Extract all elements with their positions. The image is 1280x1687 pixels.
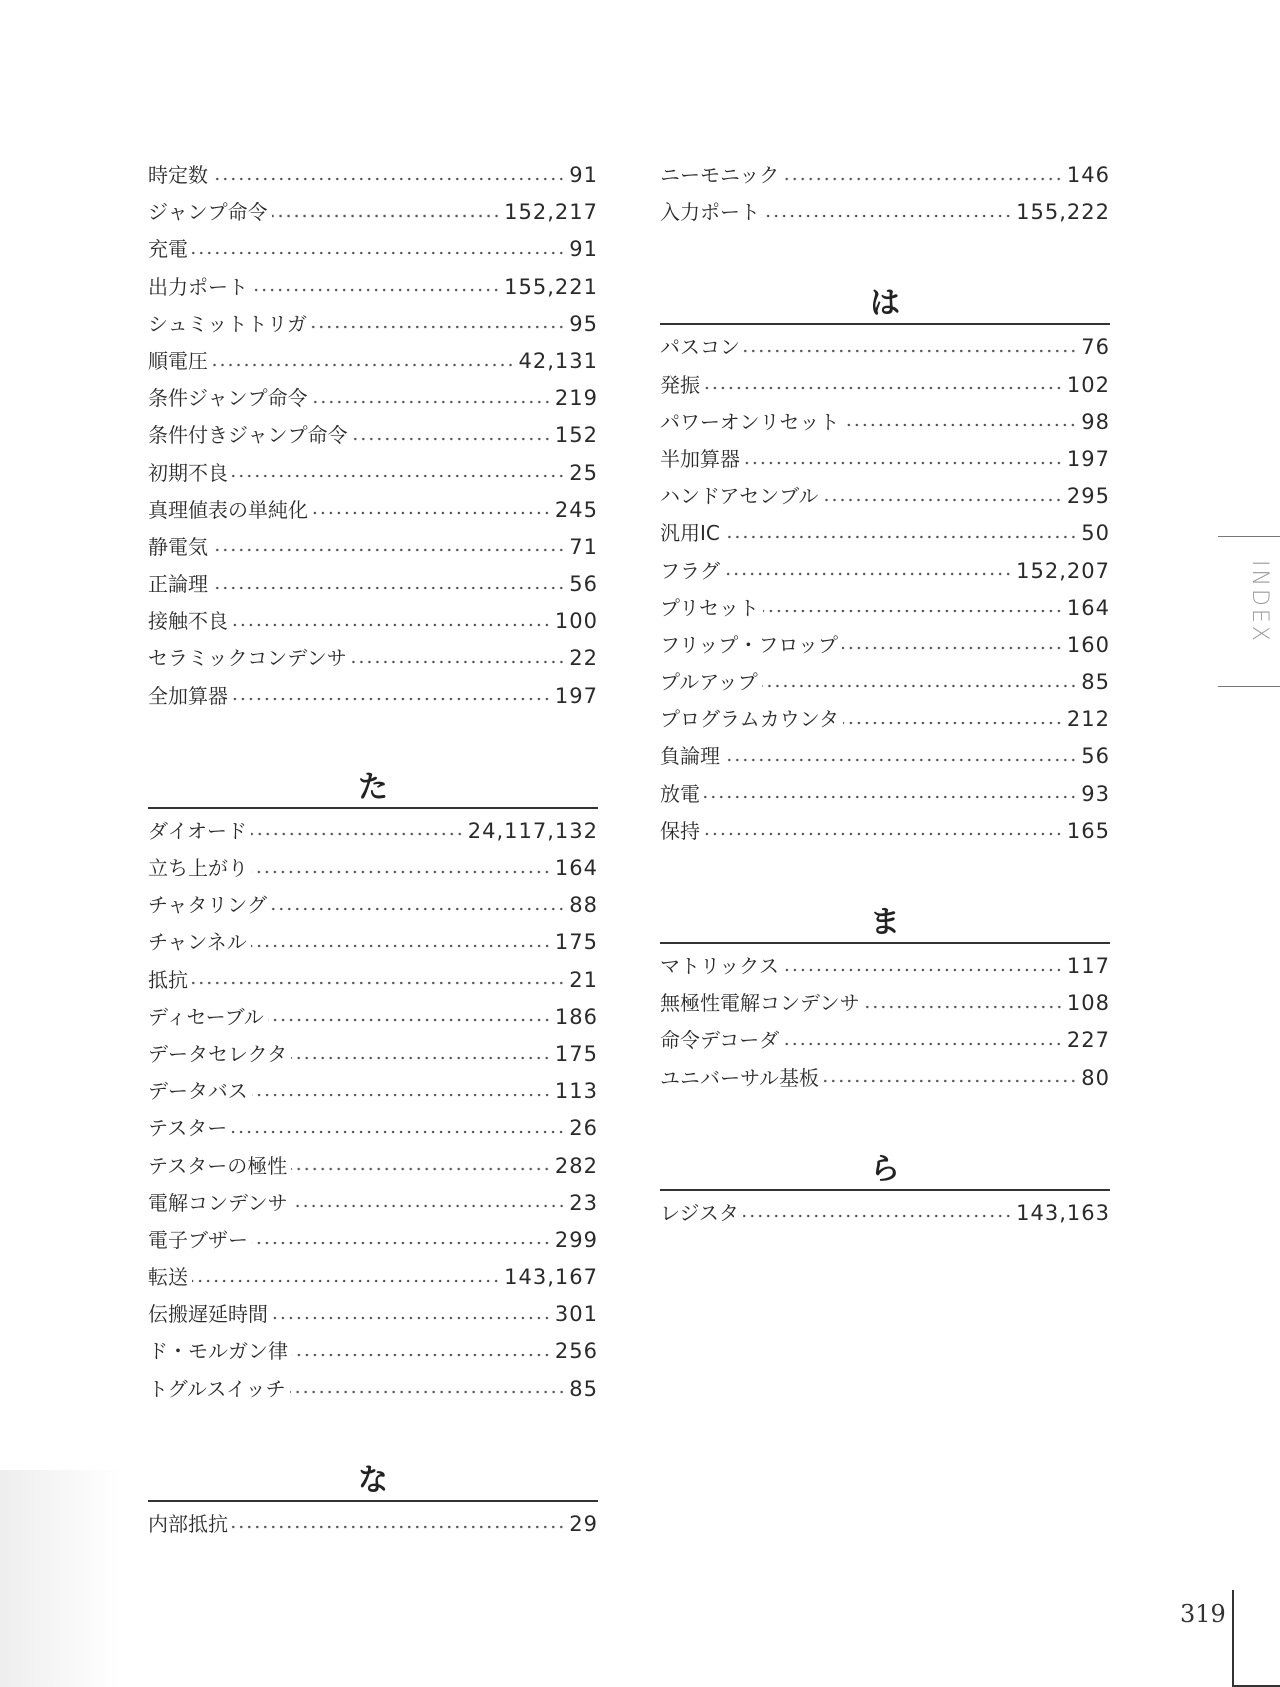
index-term: パワーオンリセット bbox=[660, 409, 840, 434]
index-term: 条件ジャンプ命令 bbox=[148, 386, 308, 411]
dot-leader bbox=[232, 697, 551, 701]
index-page-ref: 23 bbox=[569, 1190, 598, 1215]
dot-leader bbox=[232, 623, 551, 627]
index-entry bbox=[660, 701, 1110, 738]
dot-leader bbox=[252, 1241, 551, 1245]
index-page-ref: 26 bbox=[569, 1116, 598, 1141]
index-entry bbox=[148, 269, 598, 306]
dot-leader bbox=[252, 288, 500, 292]
index-page-ref: 108 bbox=[1066, 991, 1110, 1016]
index-entry bbox=[660, 441, 1110, 478]
index-entry bbox=[148, 566, 598, 603]
index-term: データバス bbox=[148, 1079, 248, 1104]
dot-leader bbox=[744, 349, 1077, 353]
index-entry bbox=[148, 1333, 598, 1370]
index-term: 充電 bbox=[148, 237, 188, 262]
section-na bbox=[148, 1462, 598, 1543]
index-page-ref: 102 bbox=[1066, 372, 1110, 397]
index-page-ref: 164 bbox=[554, 856, 598, 880]
index-page-ref: 186 bbox=[554, 1004, 598, 1029]
index-term: 接触不良 bbox=[148, 609, 228, 634]
index-term: 時定数 bbox=[148, 163, 208, 187]
index-term: 立ち上がり bbox=[148, 856, 248, 880]
index-page-ref: 100 bbox=[554, 609, 598, 634]
section-header-ra: ら bbox=[660, 1151, 1110, 1191]
index-entry bbox=[148, 380, 598, 417]
index-entry bbox=[148, 1073, 598, 1110]
index-entry bbox=[148, 813, 598, 850]
dot-leader bbox=[704, 832, 1063, 836]
index-entry bbox=[148, 343, 598, 380]
index-page-ref: 42,131 bbox=[518, 348, 598, 373]
index-term: 放電 bbox=[660, 781, 700, 806]
index-term: 無極性電解コンデンサ bbox=[660, 991, 860, 1016]
index-entry bbox=[660, 776, 1110, 813]
index-term: データセレクタ bbox=[148, 1041, 288, 1066]
dot-leader bbox=[292, 1204, 566, 1208]
section-ha bbox=[660, 285, 1110, 850]
index-page-ref: 219 bbox=[554, 386, 598, 411]
dot-leader bbox=[212, 548, 565, 552]
index-term: チャタリング bbox=[148, 893, 267, 918]
index-entry bbox=[148, 1506, 598, 1543]
page-number-rule bbox=[1232, 1590, 1234, 1687]
index-page-ref: 85 bbox=[1081, 670, 1110, 695]
index-term: フラグ bbox=[660, 558, 720, 583]
dot-leader bbox=[192, 981, 565, 985]
index-entry bbox=[660, 948, 1110, 985]
index-page-ref: 164 bbox=[1066, 595, 1110, 620]
dot-leader bbox=[352, 437, 551, 441]
dot-leader bbox=[843, 721, 1063, 725]
side-tab-label: INDEX bbox=[1247, 560, 1272, 644]
index-page-ref: 95 bbox=[569, 311, 598, 336]
dot-leader bbox=[251, 832, 464, 836]
dot-leader bbox=[252, 870, 551, 874]
index-term: 出力ポート bbox=[148, 274, 248, 299]
index-term: 入力ポート bbox=[660, 200, 760, 225]
section-ta bbox=[148, 769, 598, 1408]
index-page-ref: 256 bbox=[554, 1339, 598, 1364]
index-entry bbox=[148, 231, 598, 268]
index-entry bbox=[660, 553, 1110, 590]
index-entry bbox=[148, 306, 598, 343]
index-term: 真理値表の単純化 bbox=[148, 497, 308, 522]
index-entry bbox=[148, 640, 598, 677]
index-page-ref: 212 bbox=[1066, 707, 1110, 732]
index-term: ハンドアセンブル bbox=[660, 484, 819, 509]
index-entry bbox=[148, 492, 598, 529]
index-page-ref: 295 bbox=[1066, 484, 1110, 509]
index-term: 汎用IC bbox=[660, 521, 720, 546]
index-term: プルアップ bbox=[660, 670, 758, 695]
index-entry bbox=[148, 1222, 598, 1259]
dot-leader bbox=[291, 1167, 551, 1171]
index-page-ref: 197 bbox=[1066, 446, 1110, 471]
dot-leader bbox=[292, 1353, 551, 1357]
dot-leader bbox=[822, 498, 1063, 502]
index-page-ref: 25 bbox=[569, 460, 598, 485]
index-term: 抵抗 bbox=[148, 967, 188, 992]
section-ra bbox=[660, 1151, 1110, 1232]
index-page-ref: 113 bbox=[554, 1079, 598, 1104]
index-term: テスターの極性 bbox=[148, 1153, 288, 1178]
dot-leader bbox=[212, 586, 565, 590]
index-page-ref: 56 bbox=[569, 572, 598, 597]
dot-leader bbox=[783, 1042, 1063, 1046]
dot-leader bbox=[724, 535, 1077, 539]
index-term: パスコン bbox=[660, 335, 740, 360]
dot-leader bbox=[231, 1130, 565, 1134]
index-entry bbox=[660, 664, 1110, 701]
dot-leader bbox=[212, 363, 515, 367]
section-header-na: な bbox=[148, 1462, 598, 1502]
dot-leader bbox=[252, 1093, 551, 1097]
dot-leader bbox=[251, 944, 551, 948]
right-top-list bbox=[660, 157, 1110, 231]
index-term: 命令デコーダ bbox=[660, 1028, 780, 1053]
index-term: マトリックス bbox=[660, 954, 779, 978]
index-page-ref: 24,117,132 bbox=[467, 818, 598, 843]
index-term: 条件付きジャンプ命令 bbox=[148, 423, 348, 448]
dot-leader bbox=[842, 646, 1063, 650]
index-page-ref: 21 bbox=[569, 967, 598, 992]
index-entry bbox=[660, 627, 1110, 664]
index-entry bbox=[660, 1022, 1110, 1059]
dot-leader bbox=[724, 758, 1077, 762]
index-term: ユニバーサル基板 bbox=[660, 1065, 819, 1090]
index-term: ニーモニック bbox=[660, 163, 780, 187]
index-entry bbox=[148, 529, 598, 566]
index-page-ref: 299 bbox=[554, 1227, 598, 1252]
dot-leader bbox=[268, 1018, 551, 1022]
index-entry bbox=[660, 985, 1110, 1022]
index-entry bbox=[148, 887, 598, 924]
dot-leader bbox=[290, 1390, 566, 1394]
index-term: 半加算器 bbox=[660, 446, 740, 471]
dot-leader bbox=[212, 177, 565, 181]
index-page-ref: 91 bbox=[569, 237, 598, 262]
dot-leader bbox=[783, 177, 1063, 181]
dot-leader bbox=[864, 1005, 1063, 1009]
index-entry bbox=[148, 603, 598, 640]
index-entry bbox=[660, 329, 1110, 366]
side-tab-top-rule bbox=[1218, 536, 1280, 537]
dot-leader bbox=[272, 1316, 551, 1320]
index-entry bbox=[148, 999, 598, 1036]
dot-leader bbox=[743, 1214, 1012, 1218]
left-column bbox=[148, 157, 598, 1543]
index-page-ref: 245 bbox=[554, 497, 598, 522]
index-entry bbox=[660, 1195, 1110, 1232]
index-entry bbox=[148, 1185, 598, 1222]
index-term: 静電気 bbox=[148, 534, 208, 559]
left-top-list bbox=[148, 157, 598, 715]
dot-leader bbox=[192, 251, 565, 255]
index-page-ref: 152 bbox=[554, 423, 598, 448]
index-page-ref: 71 bbox=[569, 534, 598, 559]
index-entry bbox=[660, 157, 1110, 194]
index-entry bbox=[660, 367, 1110, 404]
index-term: 内部抵抗 bbox=[148, 1511, 228, 1536]
dot-leader bbox=[783, 968, 1063, 972]
dot-leader bbox=[351, 660, 565, 664]
index-entry bbox=[148, 417, 598, 454]
index-term: 正論理 bbox=[148, 572, 208, 597]
index-entry bbox=[148, 678, 598, 715]
index-page-ref: 152,207 bbox=[1016, 558, 1110, 583]
index-entry bbox=[660, 515, 1110, 552]
dot-leader bbox=[272, 214, 501, 218]
index-page-ref: 160 bbox=[1066, 632, 1110, 657]
page-number: 319 bbox=[1180, 1600, 1226, 1628]
index-term: シュミットトリガ bbox=[148, 311, 307, 336]
index-page-ref: 56 bbox=[1081, 744, 1110, 769]
index-term: 電解コンデンサ bbox=[148, 1190, 288, 1215]
index-page-ref: 301 bbox=[554, 1302, 598, 1327]
right-column bbox=[660, 157, 1110, 1232]
index-term: プリセット bbox=[660, 595, 759, 620]
index-entry bbox=[148, 1296, 598, 1333]
index-page-ref: 227 bbox=[1066, 1028, 1110, 1053]
index-page-ref: 282 bbox=[554, 1153, 598, 1178]
index-entry bbox=[148, 850, 598, 887]
index-entry bbox=[148, 1148, 598, 1185]
index-page-ref: 80 bbox=[1081, 1065, 1110, 1090]
index-term: ダイオード bbox=[148, 818, 247, 843]
index-page-ref: 88 bbox=[569, 893, 598, 918]
index-entry bbox=[660, 478, 1110, 515]
dot-leader bbox=[311, 325, 565, 329]
index-page-ref: 197 bbox=[554, 683, 598, 708]
index-page-ref: 50 bbox=[1081, 521, 1110, 546]
section-ta-list bbox=[148, 813, 598, 1408]
index-entry bbox=[148, 962, 598, 999]
index-term: チャンネル bbox=[148, 930, 247, 955]
index-term: フリップ・フロップ bbox=[660, 632, 838, 657]
scan-shadow bbox=[0, 1470, 120, 1687]
index-page-ref: 165 bbox=[1066, 818, 1110, 843]
side-tab-bottom-rule bbox=[1218, 686, 1280, 687]
index-page-ref: 146 bbox=[1066, 163, 1110, 187]
dot-leader bbox=[232, 474, 565, 478]
dot-leader bbox=[704, 795, 1077, 799]
index-page-ref: 152,217 bbox=[504, 200, 598, 225]
index-term: 発振 bbox=[660, 372, 700, 397]
section-header-ma: ま bbox=[660, 904, 1110, 944]
section-ma-list bbox=[660, 948, 1110, 1097]
index-page-ref: 76 bbox=[1081, 335, 1110, 360]
index-entry bbox=[660, 1060, 1110, 1097]
index-term: プログラムカウンタ bbox=[660, 707, 839, 732]
index-page-ref: 91 bbox=[569, 163, 598, 187]
dot-leader bbox=[762, 684, 1077, 688]
index-entry bbox=[148, 1259, 598, 1296]
index-term: ディセーブル bbox=[148, 1004, 264, 1029]
dot-leader bbox=[763, 609, 1063, 613]
index-page-ref: 29 bbox=[569, 1511, 598, 1536]
section-ra-list bbox=[660, 1195, 1110, 1232]
index-entry bbox=[148, 455, 598, 492]
dot-leader bbox=[744, 461, 1063, 465]
index-page-ref: 143,167 bbox=[504, 1265, 598, 1290]
index-entry bbox=[148, 157, 598, 194]
dot-leader bbox=[843, 423, 1077, 427]
dot-leader bbox=[312, 400, 551, 404]
index-page-ref: 85 bbox=[569, 1376, 598, 1401]
index-page-ref: 155,221 bbox=[504, 274, 598, 299]
index-entry bbox=[148, 1110, 598, 1147]
index-term: テスター bbox=[148, 1116, 228, 1141]
index-entry bbox=[148, 1371, 598, 1408]
dot-leader bbox=[232, 1525, 565, 1529]
section-ma bbox=[660, 904, 1110, 1097]
index-term: ジャンプ命令 bbox=[148, 200, 268, 225]
section-header-ta: た bbox=[148, 769, 598, 809]
index-page-ref: 93 bbox=[1081, 781, 1110, 806]
index-entry bbox=[148, 1036, 598, 1073]
index-page-ref: 117 bbox=[1066, 954, 1110, 978]
dot-leader bbox=[312, 511, 551, 515]
index-entry bbox=[660, 404, 1110, 441]
index-entry bbox=[660, 194, 1110, 231]
index-term: 保持 bbox=[660, 818, 700, 843]
section-header-ha: は bbox=[660, 285, 1110, 325]
index-term: 転送 bbox=[148, 1265, 188, 1290]
dot-leader bbox=[192, 1279, 500, 1283]
index-entry bbox=[148, 194, 598, 231]
index-page-ref: 22 bbox=[569, 646, 598, 671]
index-term: 負論理 bbox=[660, 744, 720, 769]
section-ha-list bbox=[660, 329, 1110, 850]
section-na-list bbox=[148, 1506, 598, 1543]
dot-leader bbox=[291, 1056, 551, 1060]
index-term: 電子ブザー bbox=[148, 1227, 248, 1252]
dot-leader bbox=[823, 1079, 1077, 1083]
index-entry bbox=[660, 813, 1110, 850]
dot-leader bbox=[271, 907, 565, 911]
index-term: ド・モルガン律 bbox=[148, 1339, 288, 1364]
index-term: 伝搬遅延時間 bbox=[148, 1302, 268, 1327]
index-page-ref: 175 bbox=[554, 930, 598, 955]
dot-leader bbox=[764, 214, 1012, 218]
index-term: セラミックコンデンサ bbox=[148, 646, 347, 671]
index-page-ref: 155,222 bbox=[1016, 200, 1110, 225]
index-entry bbox=[660, 590, 1110, 627]
index-term: 全加算器 bbox=[148, 683, 228, 708]
dot-leader bbox=[724, 572, 1012, 576]
index-entry bbox=[660, 738, 1110, 775]
index-page-ref: 175 bbox=[554, 1041, 598, 1066]
index-term: 初期不良 bbox=[148, 460, 228, 485]
index-page-ref: 98 bbox=[1081, 409, 1110, 434]
index-term: トグルスイッチ bbox=[148, 1376, 286, 1401]
index-term: 順電圧 bbox=[148, 348, 208, 373]
index-entry bbox=[148, 924, 598, 961]
index-page-ref: 143,163 bbox=[1016, 1200, 1110, 1225]
index-term: レジスタ bbox=[660, 1200, 739, 1225]
dot-leader bbox=[704, 386, 1063, 390]
